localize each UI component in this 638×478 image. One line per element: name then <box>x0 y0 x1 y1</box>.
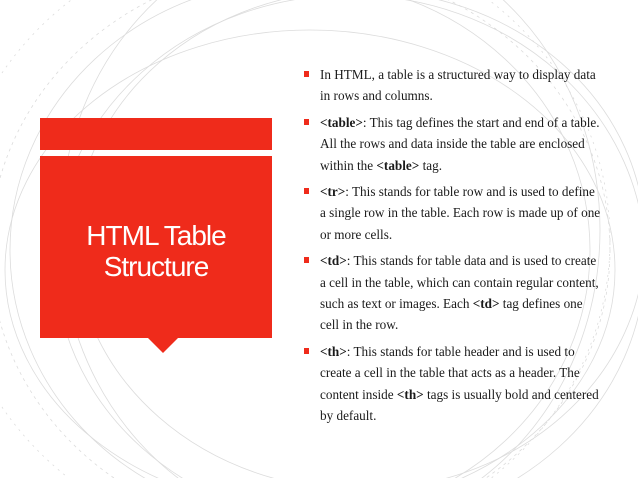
bullet-item-table <box>302 112 602 176</box>
tag-label: <table> <box>376 157 420 173</box>
bullet-text-tail: tag defines one cell in the row. <box>320 296 583 333</box>
title-line-1: HTML Table <box>86 220 226 251</box>
bullet-item-intro <box>302 64 602 107</box>
bullet-text: : This stands for table row and is used to define a single row in the table. Each row is made up of one or more cells. <box>320 184 601 242</box>
tag-label: <td> <box>472 296 500 312</box>
bullet-text-tail: tag. <box>419 157 443 173</box>
bullet-item-tr <box>302 181 602 245</box>
title-box <box>40 156 272 338</box>
bullet-text: : This tag defines the start and end of a table. All the rows and data inside the table are enclosed within the <box>320 114 600 173</box>
bullet-text: In HTML, a table is a structured way to display data in rows and columns. <box>320 67 596 104</box>
accent-strip <box>40 118 272 150</box>
tag-label: <td> <box>320 253 347 269</box>
bullet-item-td <box>302 250 602 336</box>
bullet-list <box>302 64 602 432</box>
tag-label: <table> <box>320 114 363 130</box>
title-box-pointer <box>147 337 179 353</box>
bullet-text-tail: tags is usually bold and centered by default. <box>320 386 599 424</box>
bullet-item-th <box>302 341 602 427</box>
bullet-text: : This stands for table header and is used to create a cell in the table that acts as a header. The content inside <box>320 343 580 402</box>
tag-label: <tr> <box>320 184 346 200</box>
title-line-2: Structure <box>103 251 209 282</box>
bullet-text: : This stands for table data and is used to create a cell in the table, which can contain regular content, such as text or images. Each <box>320 253 599 312</box>
tag-label: <th> <box>396 386 424 402</box>
slide-title <box>86 220 225 282</box>
tag-label: <th> <box>320 343 347 359</box>
